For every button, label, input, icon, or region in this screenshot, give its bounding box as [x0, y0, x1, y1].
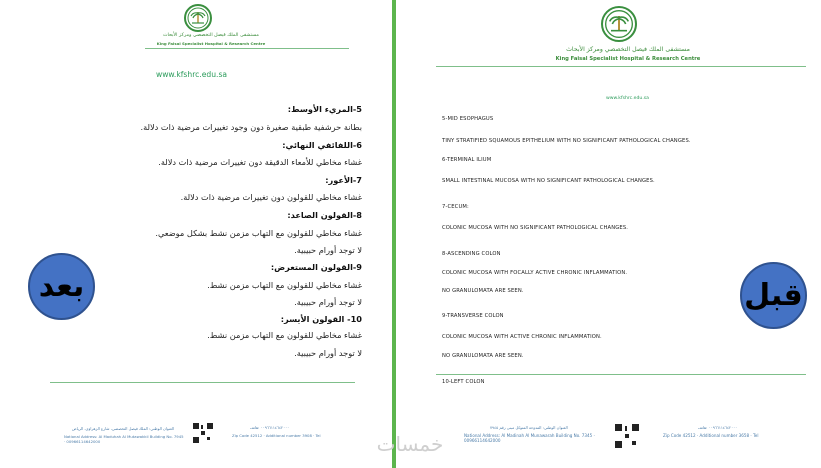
palm-emblem-icon-right [601, 6, 637, 42]
report-line: 7-CECUM: [442, 204, 469, 210]
khamsat-watermark: خمسات [376, 432, 444, 456]
report-line: 8-ASCENDING COLON [442, 251, 501, 257]
footer-address-left: National Address: Al Maduhah Al Mutawakkil Building No. 7945 · 00966114642000 [64, 434, 184, 444]
footer-address-right: National Address: Al Madinah Al Munawarah Building No. 7345 · 00966114642000 [464, 433, 595, 443]
page-divider [392, 0, 396, 468]
footer-rule [50, 382, 355, 383]
report-line: لا توجد أورام حبيبية. [294, 245, 362, 255]
report-line: 10-LEFT COLON [442, 379, 485, 385]
header-rule-right [436, 66, 806, 67]
header-rule [145, 48, 349, 49]
report-line: غشاء مخاطي للقولون مع التهاب مزمن نشط. [207, 330, 362, 340]
report-line: TINY STRATIFIED SQUAMOUS EPITHELIUM WITH NO SIGNIFICANT PATHOLOGICAL CHANGES. [442, 138, 691, 144]
qr-code-icon [193, 423, 213, 443]
report-line: لا توجد أورام حبيبية. [294, 297, 362, 307]
section-heading: 6-اللفائفي النهائي: [282, 140, 362, 150]
footer-contact-left: Zip Code 42512 · Additional number 3908 · Tel [232, 433, 321, 438]
report-line: غشاء مخاطي للقولون مع التهاب مزمن نشط بشكل موضعي. [155, 228, 362, 238]
palm-emblem-icon [184, 4, 212, 32]
section-heading: 7-الأعور: [325, 175, 362, 185]
footer-rule-right [436, 374, 806, 375]
qr-code-icon-right [615, 424, 639, 448]
report-line: COLONIC MUCOSA WITH FOCALLY ACTIVE CHRONIC INFLAMMATION. [442, 270, 628, 276]
after-badge: بعد [28, 253, 95, 320]
logo-english-text: King Faisal Specialist Hospital & Research Centre [156, 41, 266, 46]
report-line: لا توجد أورام حبيبية. [294, 348, 362, 358]
right-page-english [398, 0, 821, 468]
logo-english-text-right: King Faisal Specialist Hospital & Research Centre [555, 56, 701, 62]
footer-phone-arabic-right: ٠٠٩٦٦١١٤٦٤٢٠٠٠ :هاتف [698, 425, 738, 430]
report-line: COLONIC MUCOSA WITH ACTIVE CHRONIC INFLAMMATION. [442, 334, 602, 340]
report-line: COLONIC MUCOSA WITH NO SIGNIFICANT PATHOLOGICAL CHANGES. [442, 225, 629, 231]
hospital-logo [140, 4, 280, 52]
section-heading: 9-القولون المستعرض: [270, 262, 362, 272]
report-line: SMALL INTESTINAL MUCOSA WITH NO SIGNIFICANT PATHOLOGICAL CHANGES. [442, 178, 655, 184]
website-link[interactable]: www.kfshrc.edu.sa [156, 70, 228, 79]
report-line: غشاء مخاطي للأمعاء الدقيقة دون تغييرات مرضية ذات دلالة. [158, 157, 362, 167]
report-line: بطانة حرشفية طبقية صغيرة دون وجود تغييرات مرضية ذات دلالة. [140, 122, 362, 132]
footer-arabic-address: العنوان الوطني: الملك فيصل التخصصي، شارع الزهراوي، الرياض [72, 426, 175, 431]
logo-arabic-text-right: مستشفى الملك فيصل التخصصي ومركز الأبحاث [566, 46, 690, 53]
report-line: غشاء مخاطي للقولون دون تغييرات مرضية ذات دلالة. [180, 192, 362, 202]
footer-contact-right: Zip Code 42512 · Additional number 3658 · Tel [663, 433, 759, 438]
footer-phone-arabic: ٠٠٩٦٦١١٤٦٤٢٠٠٠ :هاتف [250, 425, 290, 430]
before-badge: قبل [740, 262, 807, 329]
section-heading: 8-القولون الصاعد: [287, 210, 362, 220]
section-heading: 10- القولون الأيسر: [280, 314, 362, 324]
hospital-logo-right [543, 6, 713, 64]
footer-arabic-address-right: العنوان الوطني: المدوحة المتوكل مبنى رقم ٧٩٤٥ [490, 425, 568, 430]
section-heading: 5-المريء الأوسط: [287, 104, 362, 114]
report-line: 9-TRANSVERSE COLON [442, 313, 504, 319]
report-line: 5-MID ESOPHAGUS [442, 116, 494, 122]
report-line: 6-TERMINAL ILIUM [442, 157, 492, 163]
logo-arabic-text: مستشفى الملك فيصل التخصصي ومركز الأبحاث [163, 33, 259, 38]
report-line: NO GRANULOMATA ARE SEEN. [442, 353, 524, 359]
left-page-arabic [0, 0, 392, 468]
website-link-right[interactable]: www.kfshrc.edu.sa [606, 96, 649, 101]
report-line: غشاء مخاطي للقولون مع التهاب مزمن نشط. [207, 280, 362, 290]
report-line: NO GRANULOMATA ARE SEEN. [442, 288, 524, 294]
